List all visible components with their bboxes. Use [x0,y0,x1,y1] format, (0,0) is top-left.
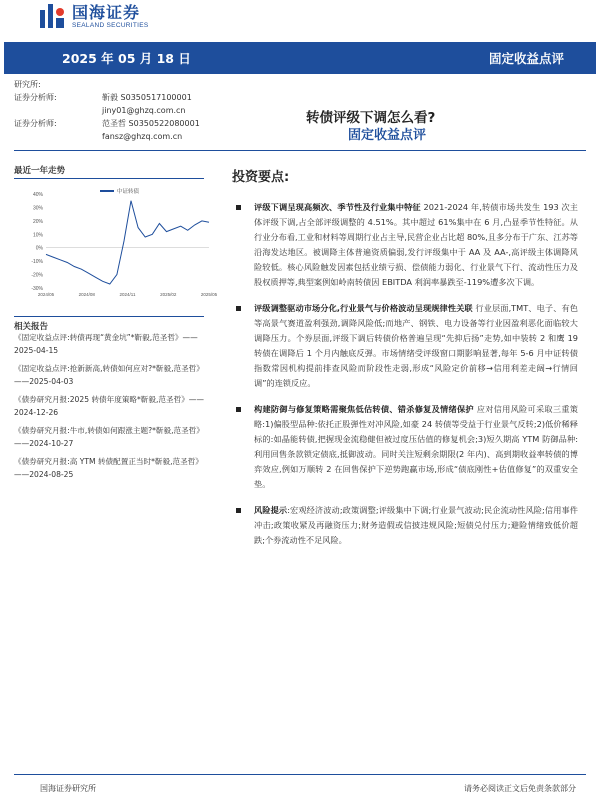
point-text: 应对信用风险可采取三重策略:1)偏股型品种:依托正股弹性对冲风险,如豪 24 转债等受益于行业景气反转;2)低价稀释标的:如晶能转债,把握现金流稳健但被过度压估值的修复机会;3)短久期高 YTM 防御品种:利用回售条款锁定债底,抵御波动。同时关注短剩余期限(2 年内)、高到期收益率转债的博弈效应,例如万顺转 2 在回售保护下逆势跑赢市场,形成“债底刚性+估值修复”的双重安全垫。 [254,404,578,489]
point-paragraph [232,301,578,391]
company-logo [40,2,190,32]
point-heading: 评级调整驱动市场分化,行业景气与价格波动呈现规律性关联 [254,303,473,313]
logo-icon [40,4,66,30]
header-banner [4,42,596,74]
author-row [14,130,224,143]
logo-en-text: SEALAND SECURITIES [72,21,149,29]
point-heading: 风险提示 [254,505,288,515]
author-row [14,104,224,117]
related-report-item[interactable]: 《债券研究月报:高 YTM 转债配置正当时*靳毅,范圣哲》——2024-08-25 [14,457,203,479]
point-text: 行业层面,TMT、电子、有色等高景气赛道盈利强劲,调降风险低;而地产、钢铁、电力设备等行业因盈利恶化面临较大调降压力。个券层面,评级下调后转债价格普遍呈现“先抑后扬”走势,如中装转 2 和鹰 19 转债在调降后 1 个月内触底反弹。市场情绪受评级窗口期影响显著,每年 5-6 月中证转债指数常因机构提前排查风险而阶段性走弱,形成“风险定价前移→信用利差走阔→行情回调”的连锁反应。 [254,303,578,388]
related-reports-title: 相关报告 [14,322,49,332]
y-tick-label: 20% [32,218,43,225]
footer-divider [14,774,586,775]
related-report-item[interactable]: 《债券研究月报:2025 转债年度策略*靳毅,范圣哲》——2024-12-26 [14,395,204,417]
y-tick-label: 40% [32,192,43,198]
report-subtitle: 固定收益点评 [348,128,427,143]
investment-points [232,200,578,559]
legend-label: 中证转债 [117,189,140,195]
y-tick-label: -10% [31,259,43,266]
x-tick-label: 2025/05 [200,292,218,297]
point-paragraph [232,200,578,290]
related-report-item[interactable]: 《固定收益点评:抢新新高,转债如何应对?*靳毅,范圣哲》——2025-04-03 [14,364,204,386]
point-heading: 评级下调呈现高频次、季节性及行业集中特征 [254,202,421,212]
trend-chart [24,186,218,298]
y-tick-label: -20% [31,272,43,279]
author-row: 证券分析师: 范圣哲 S0350522080001 [14,119,200,128]
x-tick-label: 2024/08 [78,292,95,297]
y-tick-label: -30% [31,286,43,292]
point-heading: 构建防御与修复策略需聚焦低估转债、错杀修复及情绪保护 [254,404,474,414]
series-line [46,201,209,284]
logo-cn-text: 国海证券 [72,2,141,22]
chart-divider [14,316,204,317]
report-title: 转债评级下调怎么看? [306,110,436,126]
footer-disclaimer: 请务必阅读正文后免责条款部分 [464,784,576,793]
related-report-item[interactable]: 《债券研究月报:牛市,转债如何跟涨主题?*靳毅,范圣哲》——2024-10-27 [14,426,204,448]
y-tick-label: 10% [32,232,43,239]
footer-institute: 国海证券研究所 [40,784,96,793]
x-tick-label: 2025/02 [160,292,177,297]
header-divider [14,150,586,151]
y-tick-label: 30% [32,205,43,212]
x-tick-label: 2024/11 [119,292,136,297]
trend-title: 最近一年走势 [14,166,66,176]
author-row: 证券分析师: 靳毅 S0350517100001 [14,93,192,102]
point-paragraph [232,503,578,548]
trend-divider [14,178,204,179]
point-text: 2021-2024 年,转债市场共发生 193 次主体评级下调,占全部评级调整的 4.51%。其中超过 61%集中在 6 月,凸显季节性特征。从行业分布看,工业和材料等周期行业占主导,民营企业占比超 80%,且多分布于广东、江苏等沿海发达地区。被调降主体普遍资质偏弱,发行评级集中于 AA 及 AA-,高评级主体调降风险较低。核心风险触发因素包括业绩亏损、偿债能力弱化、行业景气下行、流动性压力及股权质押等,典型案例如岭南转债因 EBITDA 利润率暴跌至-119%遭多次下调。 [254,202,578,287]
author-block [14,78,224,143]
point-paragraph [232,402,578,492]
investment-points-title: 投资要点: [232,170,290,185]
report-category: 固定收益点评 [488,51,564,66]
author-email[interactable]: fansz@ghzq.com.cn [102,132,183,141]
report-date: 2025 年 05 月 18 日 [62,51,191,66]
y-tick-label: 0% [35,245,43,252]
author-row: 研究所: [14,80,41,89]
author-email[interactable]: jiny01@ghzq.com.cn [102,106,186,115]
related-report-item[interactable]: 《固定收益点评:转债再现“黄金坑”*靳毅,范圣哲》——2025-04-15 [14,333,198,355]
x-tick-label: 2024/05 [37,292,55,297]
related-reports-list [14,332,218,487]
point-text: :宏观经济波动;政策调整;评级集中下调;行业景气波动;民企流动性风险;信用事件冲击;政策收紧及再融资压力;财务造假或信披违规风险;短债兑付压力;避险情绪致低价超跌;个券流动性不足风险。 [254,505,578,545]
